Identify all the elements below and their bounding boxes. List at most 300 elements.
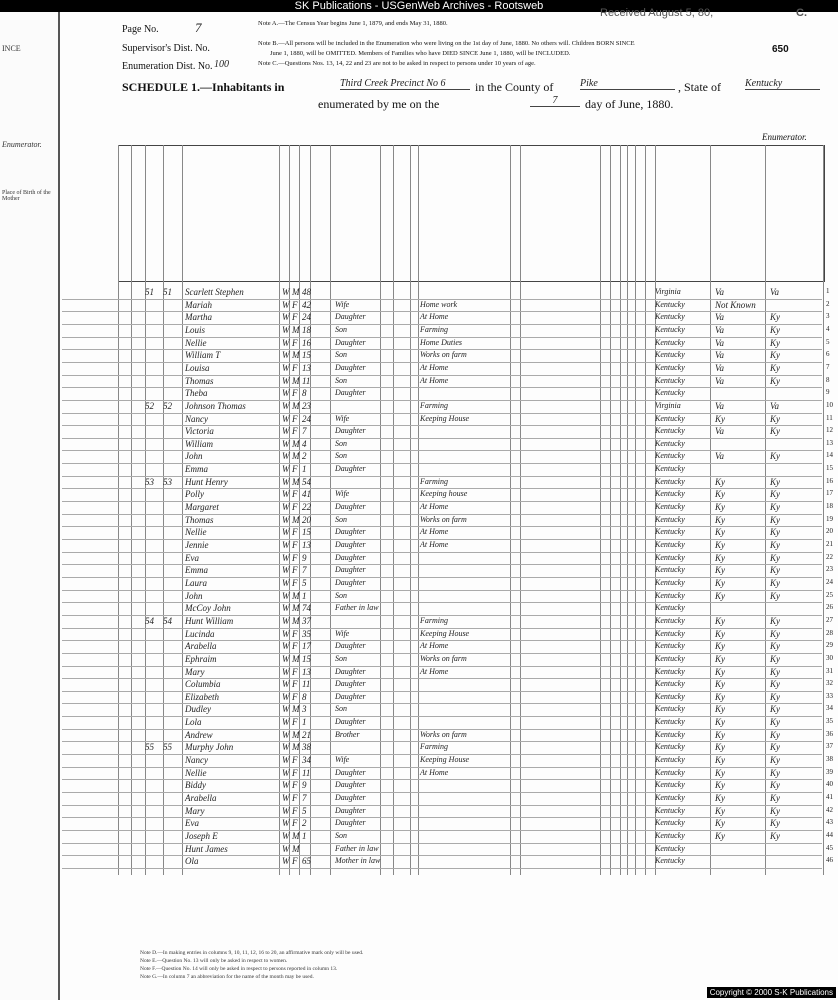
cell-fb: Ky — [715, 653, 725, 664]
cell-race: W — [282, 679, 290, 690]
table-column-rule — [279, 145, 280, 875]
cell-race: W — [282, 615, 290, 626]
cell-sex: F — [292, 641, 298, 652]
cell-sex: M — [292, 704, 300, 715]
cell-birth: Kentucky — [655, 793, 685, 802]
cell-rel: Son — [335, 350, 347, 360]
cell-age: 74 — [302, 603, 311, 614]
cell-sex: M — [292, 742, 300, 753]
cell-fb: Ky — [715, 628, 725, 639]
cell-birth: Virginia — [655, 287, 681, 296]
cell-mb: Ky — [770, 755, 780, 766]
cell-age: 13 — [302, 362, 311, 373]
table-row — [62, 425, 822, 426]
table-column-rule — [645, 145, 646, 875]
cell-name: Victoria — [185, 426, 214, 437]
cell-mb: Ky — [770, 805, 780, 816]
cell-age: 9 — [302, 780, 307, 791]
cell-rel: Daughter — [335, 464, 366, 474]
page-no-value: 7 — [195, 20, 202, 35]
cell-race: W — [282, 641, 290, 652]
cell-sex: F — [292, 666, 298, 677]
cell-fb: Va — [715, 337, 724, 348]
cell-race: W — [282, 426, 290, 437]
cell-fb: Va — [715, 312, 724, 323]
table-column-rule — [410, 145, 411, 875]
cell-sex: M — [292, 400, 300, 411]
cell-mb: Ky — [770, 641, 780, 652]
cell-name: Eva — [185, 552, 199, 563]
place-handwritten: Third Creek Precinct No 6 — [340, 78, 470, 90]
cell-age: 15 — [302, 350, 311, 361]
cell-race: W — [282, 476, 290, 487]
cell-rel: Son — [335, 704, 347, 714]
cell-sex: F — [292, 628, 298, 639]
row-number: 45 — [826, 843, 833, 852]
cell-sex: F — [292, 818, 298, 829]
cell-fb: Ky — [715, 577, 725, 588]
cell-sex: M — [292, 590, 300, 601]
table-row — [62, 868, 822, 869]
cell-fb: Ky — [715, 818, 725, 829]
cell-rel: Wife — [335, 413, 350, 423]
cell-mb: Ky — [770, 312, 780, 323]
cell-rel: Daughter — [335, 793, 366, 802]
cell-fb: Ky — [715, 805, 725, 816]
cell-rel: Daughter — [335, 818, 366, 828]
cell-race: W — [282, 565, 290, 576]
cell-name: Mariah — [185, 299, 212, 310]
cell-sex: M — [292, 653, 300, 664]
day-label: day of June, 1880. — [585, 97, 674, 111]
cell-race: W — [282, 451, 290, 462]
cell-age: 23 — [302, 400, 311, 411]
cell-race: W — [282, 337, 290, 348]
row-number: 31 — [826, 666, 833, 675]
cell-birth: Kentucky — [655, 679, 685, 689]
cell-age: 22 — [302, 502, 311, 513]
cell-age: 24 — [302, 413, 311, 424]
cell-occ: Works on farm — [420, 653, 467, 663]
cell-occ: At Home — [420, 527, 449, 537]
cell-name: McCoy John — [185, 603, 231, 614]
fragment-text: Enumerator. — [2, 140, 42, 149]
cell-birth: Kentucky — [655, 514, 685, 524]
cell-age: 38 — [302, 742, 311, 753]
cell-age: 1 — [302, 717, 307, 728]
cell-age: 5 — [302, 577, 307, 588]
cell-rel: Son — [335, 375, 347, 385]
cell-mb: Ky — [770, 476, 780, 487]
cell-fb: Ky — [715, 476, 725, 487]
cell-occ: At Home — [420, 540, 449, 549]
cell-fb: Ky — [715, 742, 725, 753]
row-number: 28 — [826, 628, 833, 637]
cell-race: W — [282, 502, 290, 513]
row-number: 13 — [826, 438, 833, 447]
row-number: 30 — [826, 653, 833, 662]
cell-name: Martha — [185, 312, 212, 323]
table-header-frame — [118, 145, 825, 282]
cell-fb: Va — [715, 324, 724, 335]
table-column-rule — [393, 145, 394, 875]
copyright-notice: Copyright © 2000 S-K Publications — [707, 987, 836, 998]
cell-name: Nellie — [185, 527, 207, 538]
cell-mb: Ky — [770, 337, 780, 348]
table-row — [62, 691, 822, 692]
row-number: 22 — [826, 552, 833, 561]
cell-age: 8 — [302, 691, 307, 702]
cell-name: Arabella — [185, 793, 217, 803]
footnote: Note F.—Question No. 14 will only be asked in respect to persons reported in column 13. — [140, 966, 338, 972]
table-column-rule — [635, 145, 636, 875]
cell-name: Mary — [185, 805, 205, 816]
cell-fb: Ky — [715, 717, 725, 728]
enumerated-label: enumerated by me on the — [318, 97, 440, 111]
cell-name: Louisa — [185, 362, 210, 373]
cell-mb: Ky — [770, 451, 780, 462]
cell-rel: Daughter — [335, 691, 366, 701]
cell-birth: Kentucky — [655, 362, 685, 372]
table-row — [62, 779, 822, 780]
cell-race: W — [282, 388, 290, 399]
cell-birth: Kentucky — [655, 552, 685, 562]
cell-dw: 51 — [145, 287, 154, 297]
cell-occ: Home Duties — [420, 337, 462, 347]
cell-rel: Mother in law — [335, 856, 381, 866]
cell-sex: M — [292, 603, 300, 614]
cell-race: W — [282, 653, 290, 664]
cell-rel: Daughter — [335, 527, 366, 537]
cell-mb: Ky — [770, 691, 780, 702]
cell-age: 16 — [302, 337, 311, 348]
cell-mb: Ky — [770, 514, 780, 525]
cell-birth: Kentucky — [655, 476, 685, 486]
cell-rel: Daughter — [335, 780, 366, 790]
table-column-rule — [600, 145, 601, 875]
note-b: Note B.—All persons will be included in the Enumeration who were living on the 1st day of June, 1880. No others will. Children BORN SINCE — [258, 40, 635, 47]
cell-race: W — [282, 464, 290, 475]
cell-mb: Ky — [770, 742, 780, 753]
cell-birth: Kentucky — [655, 856, 685, 866]
cell-fb: Ky — [715, 691, 725, 702]
county-handwritten: Pike — [580, 78, 675, 90]
cell-birth: Kentucky — [655, 540, 685, 549]
cell-age: 11 — [302, 375, 311, 386]
cell-mb: Va — [770, 400, 779, 411]
row-number: 39 — [826, 767, 833, 776]
cell-rel: Son — [335, 324, 347, 334]
cell-race: W — [282, 856, 290, 867]
cell-rel: Daughter — [335, 362, 366, 372]
cell-sex: M — [292, 350, 300, 361]
cell-sex: F — [292, 691, 298, 702]
row-number: 21 — [826, 540, 833, 548]
table-column-rule — [610, 145, 611, 875]
cell-race: W — [282, 628, 290, 639]
cell-sex: F — [292, 502, 298, 513]
cell-occ: At Home — [420, 362, 449, 372]
cell-age: 13 — [302, 666, 311, 677]
cell-name: Theba — [185, 388, 208, 399]
cell-sex: F — [292, 577, 298, 588]
table-column-rule — [823, 145, 824, 875]
table-column-rule — [299, 145, 300, 875]
cell-sex: F — [292, 780, 298, 791]
cell-fb: Ky — [715, 767, 725, 778]
row-number: 5 — [826, 337, 830, 346]
cell-fb: Not Known — [715, 299, 756, 310]
cell-birth: Kentucky — [655, 641, 685, 651]
cell-name: Thomas — [185, 375, 214, 386]
cell-sex: F — [292, 565, 298, 576]
cell-occ: At Home — [420, 666, 449, 676]
table-column-rule — [620, 145, 621, 875]
cell-birth: Kentucky — [655, 426, 685, 436]
cell-age: 1 — [302, 830, 307, 841]
cell-age: 1 — [302, 590, 307, 601]
cell-name: Hunt William — [185, 615, 234, 626]
cell-occ: Works on farm — [420, 729, 467, 739]
cell-rel: Daughter — [335, 666, 366, 676]
cell-age: 34 — [302, 755, 311, 766]
cell-name: Thomas — [185, 514, 214, 525]
page-no-label: Page No. — [122, 24, 159, 35]
cell-rel: Father in law — [335, 603, 379, 613]
cell-name: Mary — [185, 666, 205, 677]
cell-race: W — [282, 400, 290, 411]
cell-birth: Kentucky — [655, 717, 685, 727]
cell-rel: Brother — [335, 729, 360, 739]
cell-birth: Kentucky — [655, 590, 685, 600]
cell-name: Lola — [185, 717, 202, 728]
cell-dw: 53 — [145, 476, 154, 487]
cell-sex: M — [292, 375, 300, 386]
cell-birth: Kentucky — [655, 337, 685, 347]
cell-sex: M — [292, 514, 300, 525]
row-number: 40 — [826, 780, 833, 789]
cell-mb: Ky — [770, 502, 780, 513]
cell-race: W — [282, 603, 290, 614]
cell-age: 18 — [302, 324, 311, 335]
table-column-rule — [131, 145, 132, 875]
cell-age: 37 — [302, 615, 311, 626]
cell-occ: At Home — [420, 641, 449, 651]
cell-sex: F — [292, 337, 298, 348]
enumeration-label: Enumeration Dist. No. — [122, 61, 213, 72]
cell-name: Eva — [185, 818, 199, 829]
cell-mb: Ky — [770, 426, 780, 437]
cell-name: Andrew — [185, 729, 213, 740]
cell-rel: Daughter — [335, 388, 366, 398]
cell-fb: Ky — [715, 830, 725, 841]
cell-occ: Keeping house — [420, 489, 468, 499]
table-row — [62, 716, 822, 717]
cell-name: Ephraim — [185, 653, 217, 664]
cell-race: W — [282, 755, 290, 766]
cell-race: W — [282, 780, 290, 791]
cell-rel: Son — [335, 514, 347, 524]
row-number: 19 — [826, 514, 833, 523]
cell-race: W — [282, 742, 290, 753]
cell-mb: Ky — [770, 679, 780, 690]
cell-name: Polly — [185, 489, 204, 500]
cell-birth: Kentucky — [655, 312, 685, 322]
cell-birth: Kentucky — [655, 729, 685, 739]
cell-sex: F — [292, 540, 298, 550]
cell-name: Emma — [185, 565, 208, 576]
cell-fb: Va — [715, 362, 724, 373]
row-number: 36 — [826, 729, 833, 738]
cell-mb: Ky — [770, 552, 780, 563]
row-number: 44 — [826, 830, 833, 839]
row-number: 43 — [826, 818, 833, 827]
cell-age: 9 — [302, 552, 307, 563]
cell-fb: Ky — [715, 729, 725, 740]
cell-name: Johnson Thomas — [185, 400, 246, 411]
cell-name: Laura — [185, 577, 208, 588]
row-number: 6 — [826, 350, 830, 359]
cell-sex: M — [292, 287, 300, 297]
cell-fb: Va — [715, 426, 724, 437]
cell-sex: F — [292, 793, 298, 803]
cell-occ: Works on farm — [420, 350, 467, 360]
row-number: 2 — [826, 299, 830, 308]
enumerator-label: Enumerator. — [762, 132, 807, 142]
cell-fb: Ky — [715, 527, 725, 538]
cell-age: 65 — [302, 856, 311, 867]
cell-age: 42 — [302, 299, 311, 310]
cell-fb: Ky — [715, 540, 725, 550]
cell-mb: Ky — [770, 830, 780, 841]
cell-race: W — [282, 375, 290, 386]
note-c: Note C.—Questions Nos. 13, 14, 22 and 23 are not to be asked in respect to persons under 10 years of age. — [258, 60, 536, 67]
cell-name: Nellie — [185, 337, 207, 348]
cell-mb: Ky — [770, 324, 780, 335]
cell-sex: F — [292, 679, 298, 690]
cell-sex: F — [292, 413, 298, 424]
row-number: 12 — [826, 426, 833, 435]
table-row — [62, 703, 822, 704]
cell-mb: Ky — [770, 717, 780, 728]
cell-race: W — [282, 287, 290, 297]
cell-name: Elizabeth — [185, 691, 219, 702]
row-number: 33 — [826, 691, 833, 700]
cell-occ: Farming — [420, 742, 448, 752]
cell-rel: Wife — [335, 489, 350, 499]
table-row — [62, 805, 822, 806]
cell-name: Hunt Henry — [185, 476, 228, 487]
row-number: 37 — [826, 742, 833, 751]
cell-age: 15 — [302, 527, 311, 538]
table-column-rule — [710, 145, 711, 875]
table-column-rule — [627, 145, 628, 875]
table-row — [62, 678, 822, 679]
cell-rel: Daughter — [335, 552, 366, 562]
cell-sex: F — [292, 755, 298, 766]
cell-birth: Kentucky — [655, 830, 685, 840]
cell-name: William — [185, 438, 214, 449]
cell-fb: Va — [715, 350, 724, 361]
cell-name: Louis — [185, 324, 206, 335]
cell-birth: Kentucky — [655, 577, 685, 587]
cell-age: 1 — [302, 464, 307, 475]
cell-rel: Wife — [335, 299, 350, 309]
cell-fb: Ky — [715, 514, 725, 525]
cell-sex: M — [292, 476, 300, 487]
cell-rel: Daughter — [335, 312, 366, 322]
cell-occ: Farming — [420, 324, 448, 334]
cell-mb: Ky — [770, 362, 780, 373]
cell-birth: Kentucky — [655, 755, 685, 765]
cell-fam: 53 — [163, 476, 172, 487]
row-number: 8 — [826, 375, 830, 384]
cell-birth: Kentucky — [655, 603, 685, 613]
cell-rel: Daughter — [335, 565, 366, 575]
cell-age: 15 — [302, 653, 311, 664]
cell-dw: 55 — [145, 742, 154, 753]
county-label: in the County of — [475, 80, 554, 94]
cell-race: W — [282, 299, 290, 310]
table-column-rule — [145, 145, 146, 875]
row-number: 17 — [826, 489, 833, 498]
cell-race: W — [282, 830, 290, 841]
cell-age: 8 — [302, 388, 307, 399]
cell-name: Arabella — [185, 641, 217, 652]
archive-banner: SK Publications - USGenWeb Archives - Rootsweb — [0, 0, 838, 12]
row-number: 41 — [826, 793, 833, 801]
cell-birth: Kentucky — [655, 489, 685, 499]
cell-rel: Daughter — [335, 717, 366, 727]
cell-fam: 54 — [163, 615, 172, 626]
note-b-cont: June 1, 1880, will be OMITTED. Members of Families who have DIED SINCE June 1, 1880, will be INCLUDED. — [270, 50, 571, 57]
cell-name: Scarlett Stephen — [185, 287, 244, 297]
row-number: 20 — [826, 527, 833, 536]
cell-fb: Ky — [715, 489, 725, 500]
row-number: 4 — [826, 324, 830, 333]
table-row — [62, 450, 822, 451]
table-column-rule — [182, 145, 183, 875]
cell-name: John — [185, 590, 203, 601]
enumeration-value: 100 — [214, 59, 229, 70]
cell-rel: Son — [335, 590, 347, 600]
cell-rel: Daughter — [335, 502, 366, 512]
row-number: 24 — [826, 577, 833, 586]
footnote: Note D.—In making entries in columns 9, 10, 11, 12, 16 to 20, an affirmative mark only will be used. — [140, 950, 364, 956]
cell-occ: Home work — [420, 299, 458, 309]
cell-name: William T — [185, 350, 221, 361]
cell-mb: Ky — [770, 818, 780, 829]
row-number: 25 — [826, 590, 833, 599]
table-row — [62, 843, 822, 844]
cell-sex: F — [292, 489, 298, 500]
cell-race: W — [282, 793, 290, 803]
cell-race: W — [282, 704, 290, 715]
cell-birth: Kentucky — [655, 767, 685, 777]
cell-mb: Ky — [770, 350, 780, 361]
cell-mb: Ky — [770, 666, 780, 677]
cell-race: W — [282, 350, 290, 361]
cell-sex: F — [292, 426, 298, 437]
cell-mb: Ky — [770, 653, 780, 664]
day-handwritten: 7 — [530, 95, 580, 107]
cell-mb: Ky — [770, 704, 780, 715]
cell-name: Nancy — [185, 413, 208, 424]
fragment-text: INCE — [2, 44, 21, 53]
table-row — [62, 463, 822, 464]
cell-birth: Kentucky — [655, 628, 685, 638]
cell-sex: F — [292, 312, 298, 323]
